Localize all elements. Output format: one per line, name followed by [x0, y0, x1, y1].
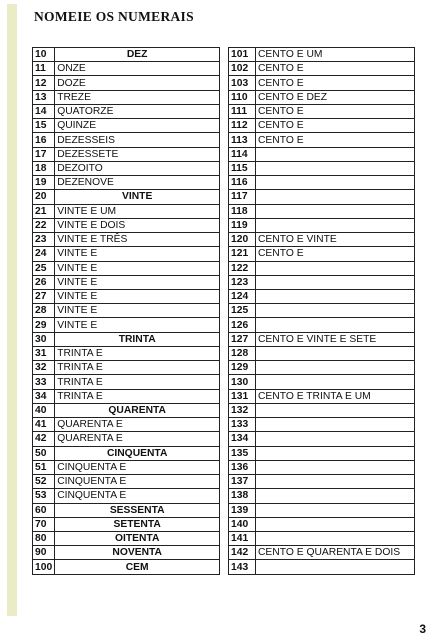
numeral-cell: 29 [33, 318, 55, 332]
numeral-word-cell: CENTO E VINTE E SETE [256, 332, 415, 346]
page-edge-strip [7, 4, 17, 616]
table-row [33, 346, 220, 360]
page-number: 3 [419, 622, 426, 636]
numeral-word-cell: DEZESSETE [55, 147, 220, 161]
numeral-word-cell: VINTE E [55, 261, 220, 275]
table-row [229, 233, 415, 247]
table-row [229, 375, 415, 389]
numeral-cell: 23 [33, 233, 55, 247]
numeral-cell: 11 [33, 62, 55, 76]
table-row [33, 161, 220, 175]
numeral-cell: 114 [229, 147, 256, 161]
page-title: NOMEIE OS NUMERAIS [34, 9, 194, 24]
table-row [229, 403, 415, 417]
table-row [33, 304, 220, 318]
table-row [229, 389, 415, 403]
numeral-cell: 143 [229, 560, 256, 574]
numeral-word-cell: CENTO E [256, 104, 415, 118]
numeral-cell: 26 [33, 275, 55, 289]
numeral-cell: 102 [229, 62, 256, 76]
numeral-word-cell: TRINTA E [55, 389, 220, 403]
table-row [33, 218, 220, 232]
numeral-cell: 129 [229, 361, 256, 375]
numeral-cell: 19 [33, 176, 55, 190]
numerals-table-right [228, 47, 415, 575]
table-row [229, 76, 415, 90]
numeral-word-cell[interactable] [256, 261, 415, 275]
numeral-word-cell: CINQUENTA E [55, 475, 220, 489]
table-row [229, 546, 415, 560]
numeral-cell: 14 [33, 104, 55, 118]
table-row [33, 76, 220, 90]
table-row [33, 318, 220, 332]
numeral-cell: 128 [229, 346, 256, 360]
numeral-cell: 27 [33, 289, 55, 303]
numeral-word-cell[interactable] [256, 375, 415, 389]
numeral-word-cell: QUARENTA [55, 403, 220, 417]
table-row [33, 261, 220, 275]
numeral-word-cell[interactable] [256, 531, 415, 545]
table-row [33, 546, 220, 560]
numeral-word-cell: VINTE E [55, 289, 220, 303]
table-row [229, 475, 415, 489]
numeral-cell: 101 [229, 48, 256, 62]
table-row [33, 147, 220, 161]
numeral-word-cell: CENTO E DEZ [256, 90, 415, 104]
table-row [229, 503, 415, 517]
numeral-cell: 103 [229, 76, 256, 90]
numeral-word-cell[interactable] [256, 161, 415, 175]
table-row [229, 218, 415, 232]
numeral-word-cell[interactable] [256, 503, 415, 517]
table-row [229, 275, 415, 289]
table-row [33, 531, 220, 545]
table-row [229, 48, 415, 62]
table-row [229, 289, 415, 303]
table-row [33, 489, 220, 503]
numeral-cell: 110 [229, 90, 256, 104]
numeral-word-cell: CENTO E [256, 247, 415, 261]
numeral-cell: 122 [229, 261, 256, 275]
table-row [33, 48, 220, 62]
numeral-cell: 137 [229, 475, 256, 489]
numeral-cell: 130 [229, 375, 256, 389]
table-row [229, 104, 415, 118]
table-row [229, 446, 415, 460]
table-row [229, 90, 415, 104]
numeral-cell: 131 [229, 389, 256, 403]
table-row [229, 304, 415, 318]
numeral-cell: 116 [229, 176, 256, 190]
table-row [229, 432, 415, 446]
numeral-cell: 119 [229, 218, 256, 232]
numeral-cell: 50 [33, 446, 55, 460]
numeral-word-cell[interactable] [256, 489, 415, 503]
numeral-word-cell: DOZE [55, 76, 220, 90]
table-row [33, 361, 220, 375]
numeral-word-cell: VINTE E DOIS [55, 218, 220, 232]
numeral-word-cell: DEZESSEIS [55, 133, 220, 147]
table-row [229, 460, 415, 474]
table-row [33, 176, 220, 190]
numeral-cell: 17 [33, 147, 55, 161]
table-row [33, 475, 220, 489]
numeral-word-cell: CINQUENTA [55, 446, 220, 460]
table-row [33, 332, 220, 346]
numeral-word-cell[interactable] [256, 403, 415, 417]
table-row [229, 261, 415, 275]
numeral-cell: 120 [229, 233, 256, 247]
table-row [33, 418, 220, 432]
numeral-cell: 141 [229, 531, 256, 545]
numeral-word-cell: NOVENTA [55, 546, 220, 560]
numeral-cell: 121 [229, 247, 256, 261]
numeral-word-cell[interactable] [256, 304, 415, 318]
numeral-cell: 30 [33, 332, 55, 346]
numeral-word-cell[interactable] [256, 275, 415, 289]
numeral-cell: 33 [33, 375, 55, 389]
table-row [33, 190, 220, 204]
table-row [33, 432, 220, 446]
table-row [229, 204, 415, 218]
table-row [229, 517, 415, 531]
numeral-cell: 117 [229, 190, 256, 204]
numeral-cell: 21 [33, 204, 55, 218]
numeral-cell: 13 [33, 90, 55, 104]
numeral-cell: 40 [33, 403, 55, 417]
table-row [229, 161, 415, 175]
table-row [229, 560, 415, 574]
table-row [229, 361, 415, 375]
numerals-table-left [32, 47, 220, 575]
table-row [229, 489, 415, 503]
numeral-cell: 60 [33, 503, 55, 517]
numeral-cell: 12 [33, 76, 55, 90]
numeral-word-cell[interactable] [256, 147, 415, 161]
table-row [33, 119, 220, 133]
numeral-cell: 25 [33, 261, 55, 275]
numeral-word-cell[interactable] [256, 446, 415, 460]
table-row [229, 133, 415, 147]
numeral-word-cell: DEZ [55, 48, 220, 62]
table-row [229, 332, 415, 346]
numeral-cell: 134 [229, 432, 256, 446]
table-row [229, 247, 415, 261]
numeral-word-cell: CENTO E [256, 76, 415, 90]
numeral-word-cell: VINTE E TRÊS [55, 233, 220, 247]
numeral-cell: 126 [229, 318, 256, 332]
table-row [33, 133, 220, 147]
numeral-word-cell: TRINTA E [55, 361, 220, 375]
numeral-word-cell: CINQUENTA E [55, 460, 220, 474]
numeral-cell: 42 [33, 432, 55, 446]
numeral-cell: 133 [229, 418, 256, 432]
numeral-cell: 90 [33, 546, 55, 560]
numeral-word-cell: TRINTA [55, 332, 220, 346]
numeral-word-cell[interactable] [256, 475, 415, 489]
numeral-word-cell: CENTO E VINTE [256, 233, 415, 247]
table-row [229, 190, 415, 204]
numeral-cell: 138 [229, 489, 256, 503]
table-row [229, 318, 415, 332]
numeral-cell: 34 [33, 389, 55, 403]
numeral-word-cell[interactable] [256, 289, 415, 303]
numeral-word-cell: CENTO E UM [256, 48, 415, 62]
numeral-cell: 123 [229, 275, 256, 289]
table-row [33, 460, 220, 474]
numeral-cell: 136 [229, 460, 256, 474]
numeral-word-cell[interactable] [256, 346, 415, 360]
numeral-word-cell: CINQUENTA E [55, 489, 220, 503]
numeral-word-cell[interactable] [256, 432, 415, 446]
numeral-word-cell: QUINZE [55, 119, 220, 133]
numeral-cell: 16 [33, 133, 55, 147]
numeral-cell: 124 [229, 289, 256, 303]
table-row [33, 560, 220, 574]
numeral-cell: 15 [33, 119, 55, 133]
numeral-word-cell[interactable] [256, 218, 415, 232]
table-row [33, 90, 220, 104]
numeral-word-cell: VINTE E [55, 247, 220, 261]
numeral-cell: 111 [229, 104, 256, 118]
numeral-cell: 125 [229, 304, 256, 318]
numeral-word-cell: VINTE E UM [55, 204, 220, 218]
numeral-word-cell: QUATORZE [55, 104, 220, 118]
numeral-cell: 142 [229, 546, 256, 560]
table-row [229, 531, 415, 545]
numeral-cell: 22 [33, 218, 55, 232]
table-row [229, 119, 415, 133]
numeral-cell: 113 [229, 133, 256, 147]
numeral-word-cell[interactable] [256, 361, 415, 375]
numeral-word-cell: QUARENTA E [55, 432, 220, 446]
table-row [229, 147, 415, 161]
numeral-cell: 28 [33, 304, 55, 318]
table-row [33, 375, 220, 389]
numeral-cell: 20 [33, 190, 55, 204]
table-row [33, 247, 220, 261]
numeral-cell: 52 [33, 475, 55, 489]
numeral-word-cell: TRINTA E [55, 346, 220, 360]
table-row [229, 62, 415, 76]
numeral-cell: 70 [33, 517, 55, 531]
numeral-word-cell[interactable] [256, 460, 415, 474]
table-row [33, 104, 220, 118]
numeral-word-cell: TRINTA E [55, 375, 220, 389]
numeral-word-cell: CENTO E TRINTA E UM [256, 389, 415, 403]
numeral-word-cell: SESSENTA [55, 503, 220, 517]
numeral-word-cell: CENTO E [256, 119, 415, 133]
numeral-word-cell[interactable] [256, 318, 415, 332]
table-row [33, 204, 220, 218]
numeral-word-cell: CENTO E QUARENTA E DOIS [256, 546, 415, 560]
numeral-word-cell[interactable] [256, 190, 415, 204]
numeral-cell: 127 [229, 332, 256, 346]
table-row [33, 289, 220, 303]
numeral-cell: 139 [229, 503, 256, 517]
table-row [33, 403, 220, 417]
numeral-cell: 32 [33, 361, 55, 375]
numeral-word-cell: TREZE [55, 90, 220, 104]
numeral-cell: 118 [229, 204, 256, 218]
numeral-cell: 10 [33, 48, 55, 62]
table-row [33, 233, 220, 247]
numeral-word-cell[interactable] [256, 418, 415, 432]
numeral-word-cell: VINTE E [55, 275, 220, 289]
numeral-word-cell: CENTO E [256, 62, 415, 76]
numeral-word-cell: ONZE [55, 62, 220, 76]
numeral-cell: 112 [229, 119, 256, 133]
numeral-word-cell: SETENTA [55, 517, 220, 531]
table-row [229, 418, 415, 432]
numeral-word-cell: CEM [55, 560, 220, 574]
numeral-word-cell: CENTO E [256, 133, 415, 147]
numeral-word-cell: OITENTA [55, 531, 220, 545]
numeral-cell: 115 [229, 161, 256, 175]
numeral-word-cell: VINTE E [55, 304, 220, 318]
numeral-cell: 132 [229, 403, 256, 417]
numeral-cell: 80 [33, 531, 55, 545]
table-row [33, 389, 220, 403]
numeral-word-cell: VINTE [55, 190, 220, 204]
numeral-word-cell: DEZOITO [55, 161, 220, 175]
numeral-word-cell[interactable] [256, 176, 415, 190]
numeral-cell: 100 [33, 560, 55, 574]
numeral-cell: 18 [33, 161, 55, 175]
numeral-cell: 51 [33, 460, 55, 474]
numeral-cell: 135 [229, 446, 256, 460]
numeral-cell: 24 [33, 247, 55, 261]
table-row [33, 446, 220, 460]
table-row [33, 62, 220, 76]
numeral-word-cell: VINTE E [55, 318, 220, 332]
numeral-word-cell: QUARENTA E [55, 418, 220, 432]
table-row [229, 176, 415, 190]
numeral-word-cell[interactable] [256, 204, 415, 218]
table-row [33, 517, 220, 531]
numeral-word-cell[interactable] [256, 560, 415, 574]
table-row [33, 275, 220, 289]
numeral-cell: 31 [33, 346, 55, 360]
table-row [229, 346, 415, 360]
table-row [33, 503, 220, 517]
numeral-word-cell: DEZENOVE [55, 176, 220, 190]
numeral-cell: 41 [33, 418, 55, 432]
numeral-cell: 53 [33, 489, 55, 503]
numeral-word-cell[interactable] [256, 517, 415, 531]
numeral-cell: 140 [229, 517, 256, 531]
